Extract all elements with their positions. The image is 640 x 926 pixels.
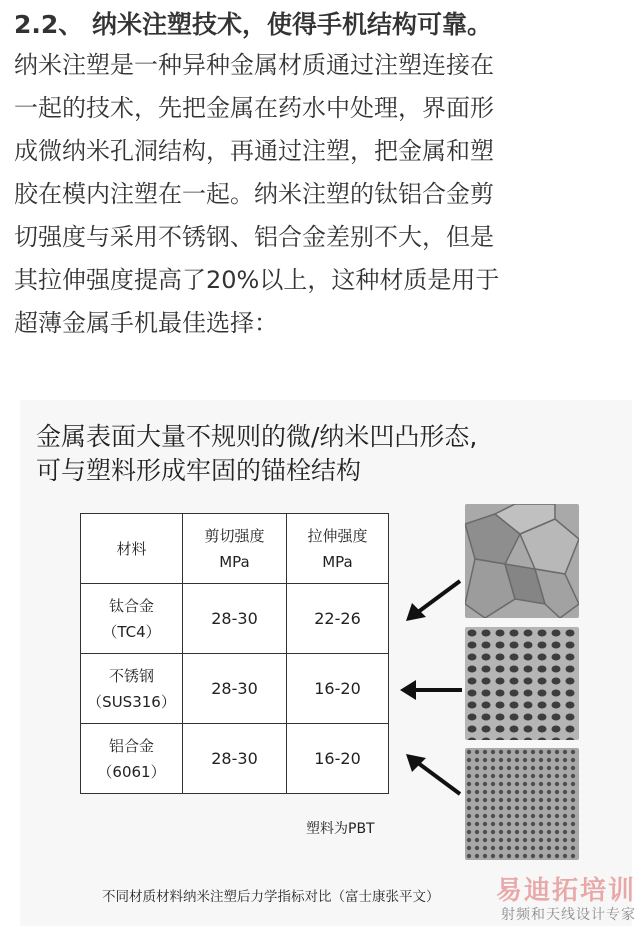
diagonal-arrow-down-left-icon (398, 575, 468, 625)
cell-material: 不锈钢 （SUS316） (81, 654, 183, 724)
table-header-row (81, 514, 389, 584)
figure-title (36, 420, 477, 488)
figure-caption: 不同材质材料纳米注塑后力学指标对比（富士康张平文） (102, 889, 440, 905)
table-row (81, 654, 389, 724)
embedded-figure (20, 400, 632, 926)
titanium-surface-micrograph-icon (465, 504, 579, 618)
table-row (81, 584, 389, 654)
plastic-note: 塑料为PBT (306, 821, 375, 837)
cell-shear: 28-30 (183, 654, 287, 724)
table-row (81, 724, 389, 794)
watermark (496, 876, 636, 924)
header-material: 材料 (81, 514, 183, 584)
article (14, 0, 626, 345)
figure-title-line: 可与塑料形成牢固的锚栓结构 (36, 456, 362, 485)
header-shear-strength: 剪切强度 MPa (183, 514, 287, 584)
cell-shear: 28-30 (183, 724, 287, 794)
paragraph-line: 胶在模内注塑在一起。纳米注塑的钛铝合金剪 (14, 180, 494, 208)
header-tensile-strength: 拉伸强度 MPa (287, 514, 389, 584)
cell-material: 钛合金 （TC4） (81, 584, 183, 654)
body-paragraph (14, 44, 626, 345)
cell-material: 铝合金 （6061） (81, 724, 183, 794)
arrow-left-icon (396, 665, 466, 715)
figure-title-line: 金属表面大量不规则的微/纳米凹凸形态, (36, 422, 478, 451)
paragraph-line: 切强度与采用不锈钢、铝合金差别不大，但是 (14, 223, 494, 251)
paragraph-line: 一起的技术，先把金属在药水中处理，界面形 (14, 94, 494, 122)
cell-tensile: 22-26 (287, 584, 389, 654)
stainless-surface-micrograph-icon (465, 627, 579, 740)
cell-tensile: 16-20 (287, 654, 389, 724)
watermark-slogan: 射频和天线设计专家 (501, 907, 636, 923)
paragraph-line: 成微纳米孔洞结构，再通过注塑，把金属和塑 (14, 137, 494, 165)
aluminum-surface-micrograph-icon (465, 748, 579, 860)
strength-table (80, 513, 389, 794)
cell-shear: 28-30 (183, 584, 287, 654)
watermark-logo-text: 易迪拓培训 (495, 876, 636, 906)
diagonal-arrow-up-left-icon (398, 750, 468, 800)
section-heading: 2.2、 纳米注塑技术，使得手机结构可靠。 (14, 10, 492, 39)
paragraph-line: 其拉伸强度提高了20%以上，这种材质是用于 (14, 266, 500, 294)
paragraph-line: 纳米注塑是一种异种金属材质通过注塑连接在 (14, 51, 494, 79)
paragraph-line: 超薄金属手机最佳选择： (14, 309, 278, 337)
cell-tensile: 16-20 (287, 724, 389, 794)
